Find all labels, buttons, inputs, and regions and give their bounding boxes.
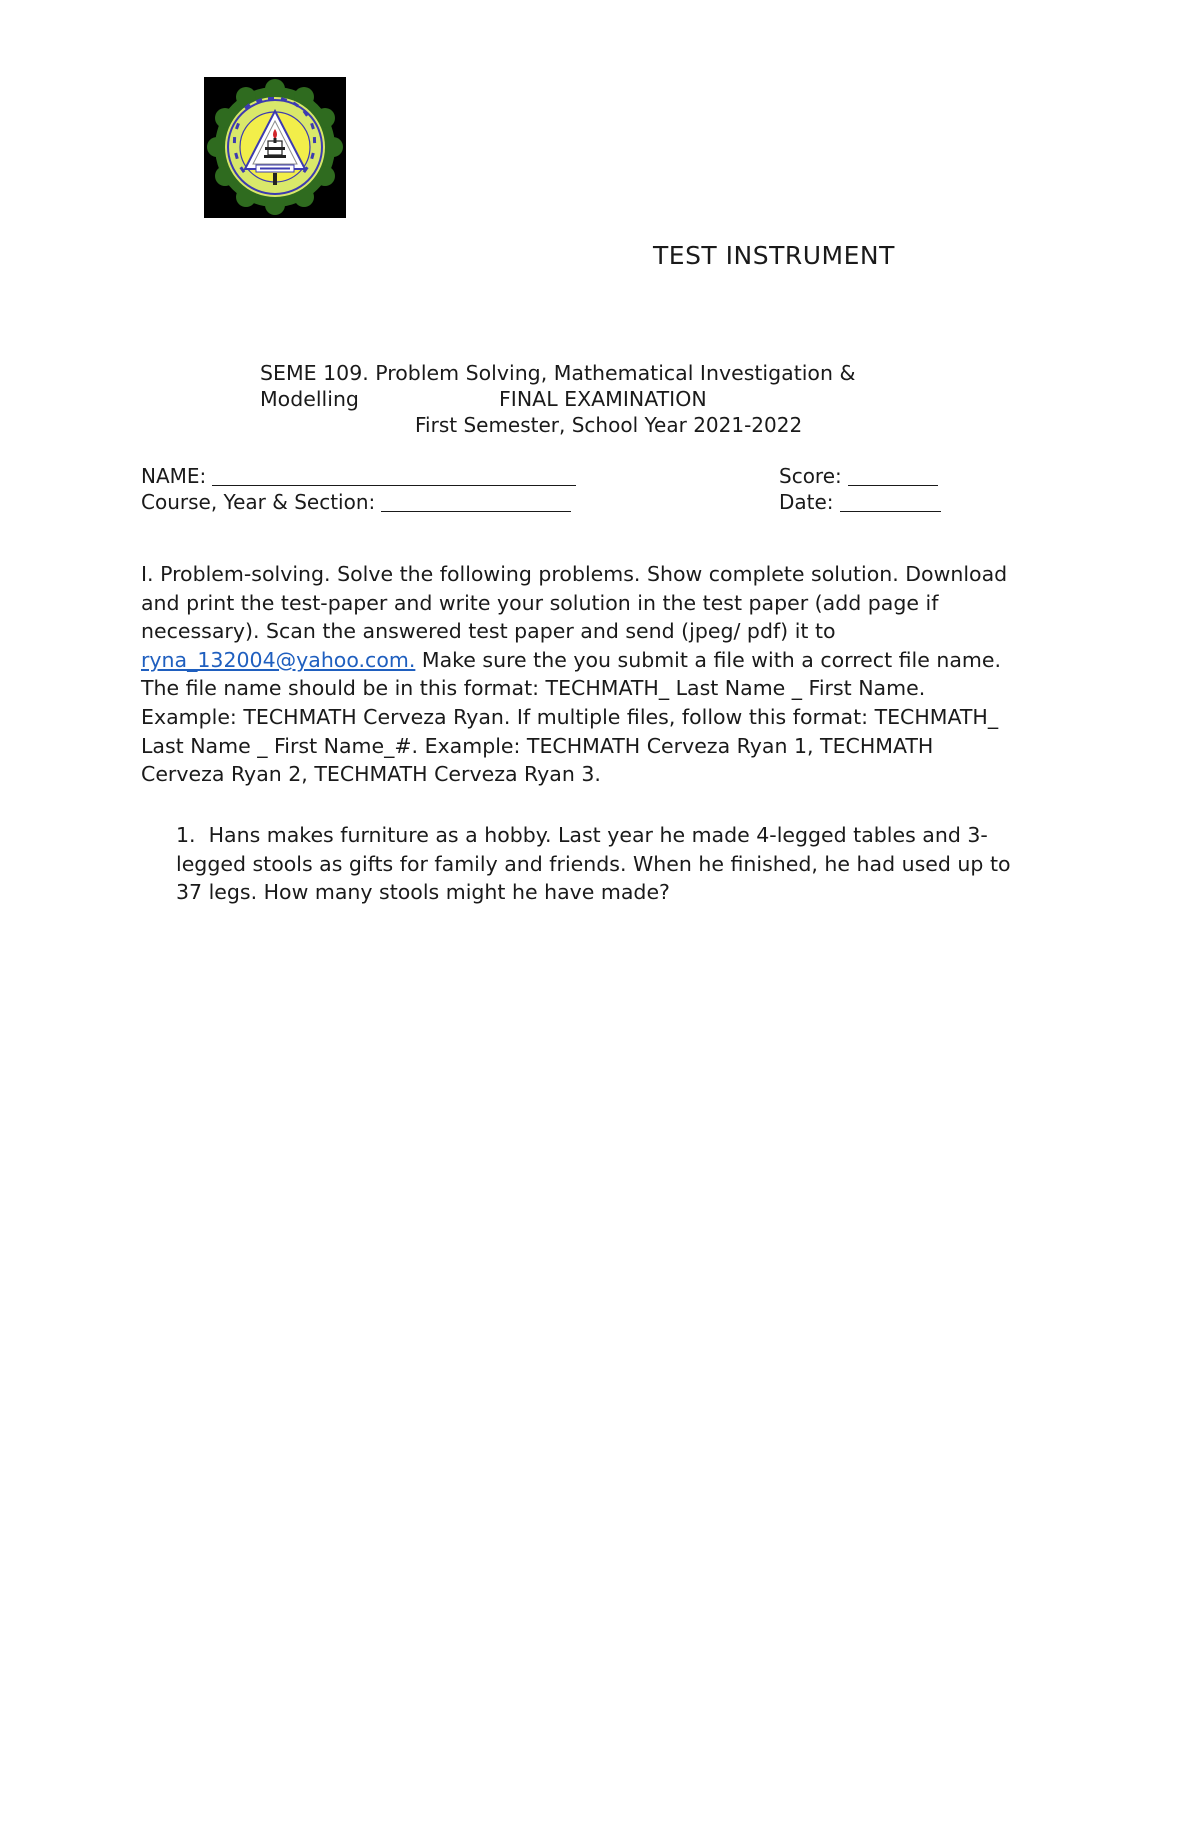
date-field bbox=[779, 490, 941, 514]
course-section-field bbox=[141, 490, 571, 514]
instructions-line: and print the test-paper and write your solution in the test paper (add page if bbox=[141, 590, 939, 615]
instructions-line-rest: Make sure the you submit a file with a correct file name. bbox=[415, 647, 1002, 672]
instructions-line: Cerveza Ryan 2, TECHMATH Cerveza Ryan 3. bbox=[141, 762, 601, 787]
question-line bbox=[176, 821, 1076, 850]
course-title-line-1: SEME 109. Problem Solving, Mathematical Investigation & bbox=[260, 361, 856, 385]
name-label: NAME: bbox=[141, 464, 207, 488]
instructions-paragraph bbox=[141, 560, 1071, 789]
score-blank[interactable] bbox=[848, 465, 938, 486]
instructions-line: necessary). Scan the answered test paper and send (jpeg/ pdf) it to bbox=[141, 619, 836, 644]
instructions-line: Example: TECHMATH Cerveza Ryan. If multiple files, follow this format: TECHMATH_ bbox=[141, 704, 999, 729]
email-link[interactable]: ryna_132004@yahoo.com. bbox=[141, 647, 416, 672]
instructions-line: Last Name _ First Name_#. Example: TECHMATH Cerveza Ryan 1, TECHMATH bbox=[141, 733, 934, 758]
exam-title: FINAL EXAMINATION bbox=[499, 387, 707, 411]
university-seal-icon bbox=[204, 77, 346, 218]
instructions-line: I. Problem-solving. Solve the following problems. Show complete solution. Download bbox=[141, 562, 1008, 586]
question-number: 1. bbox=[176, 823, 196, 847]
question-line: 37 legs. How many stools might he have made? bbox=[176, 880, 670, 905]
name-blank[interactable] bbox=[212, 465, 576, 486]
date-label: Date: bbox=[779, 490, 834, 514]
course-title-line-2: Modelling bbox=[260, 387, 359, 411]
question-1 bbox=[176, 821, 1076, 907]
instructions-line bbox=[141, 646, 1071, 675]
course-section-blank[interactable] bbox=[381, 491, 571, 512]
course-section-label: Course, Year & Section: bbox=[141, 490, 376, 514]
question-text: Hans makes furniture as a hobby. Last year he made 4-legged tables and 3- bbox=[208, 823, 988, 847]
instructions-line: The file name should be in this format: TECHMATH_ Last Name _ First Name. bbox=[141, 676, 926, 701]
semester-line: First Semester, School Year 2021-2022 bbox=[415, 413, 803, 437]
date-blank[interactable] bbox=[840, 491, 941, 512]
score-label: Score: bbox=[779, 464, 842, 488]
score-field bbox=[779, 464, 938, 488]
question-line: legged stools as gifts for family and friends. When he finished, he had used up to bbox=[176, 851, 1011, 876]
name-field bbox=[141, 464, 576, 488]
document-title: TEST INSTRUMENT bbox=[653, 241, 895, 270]
